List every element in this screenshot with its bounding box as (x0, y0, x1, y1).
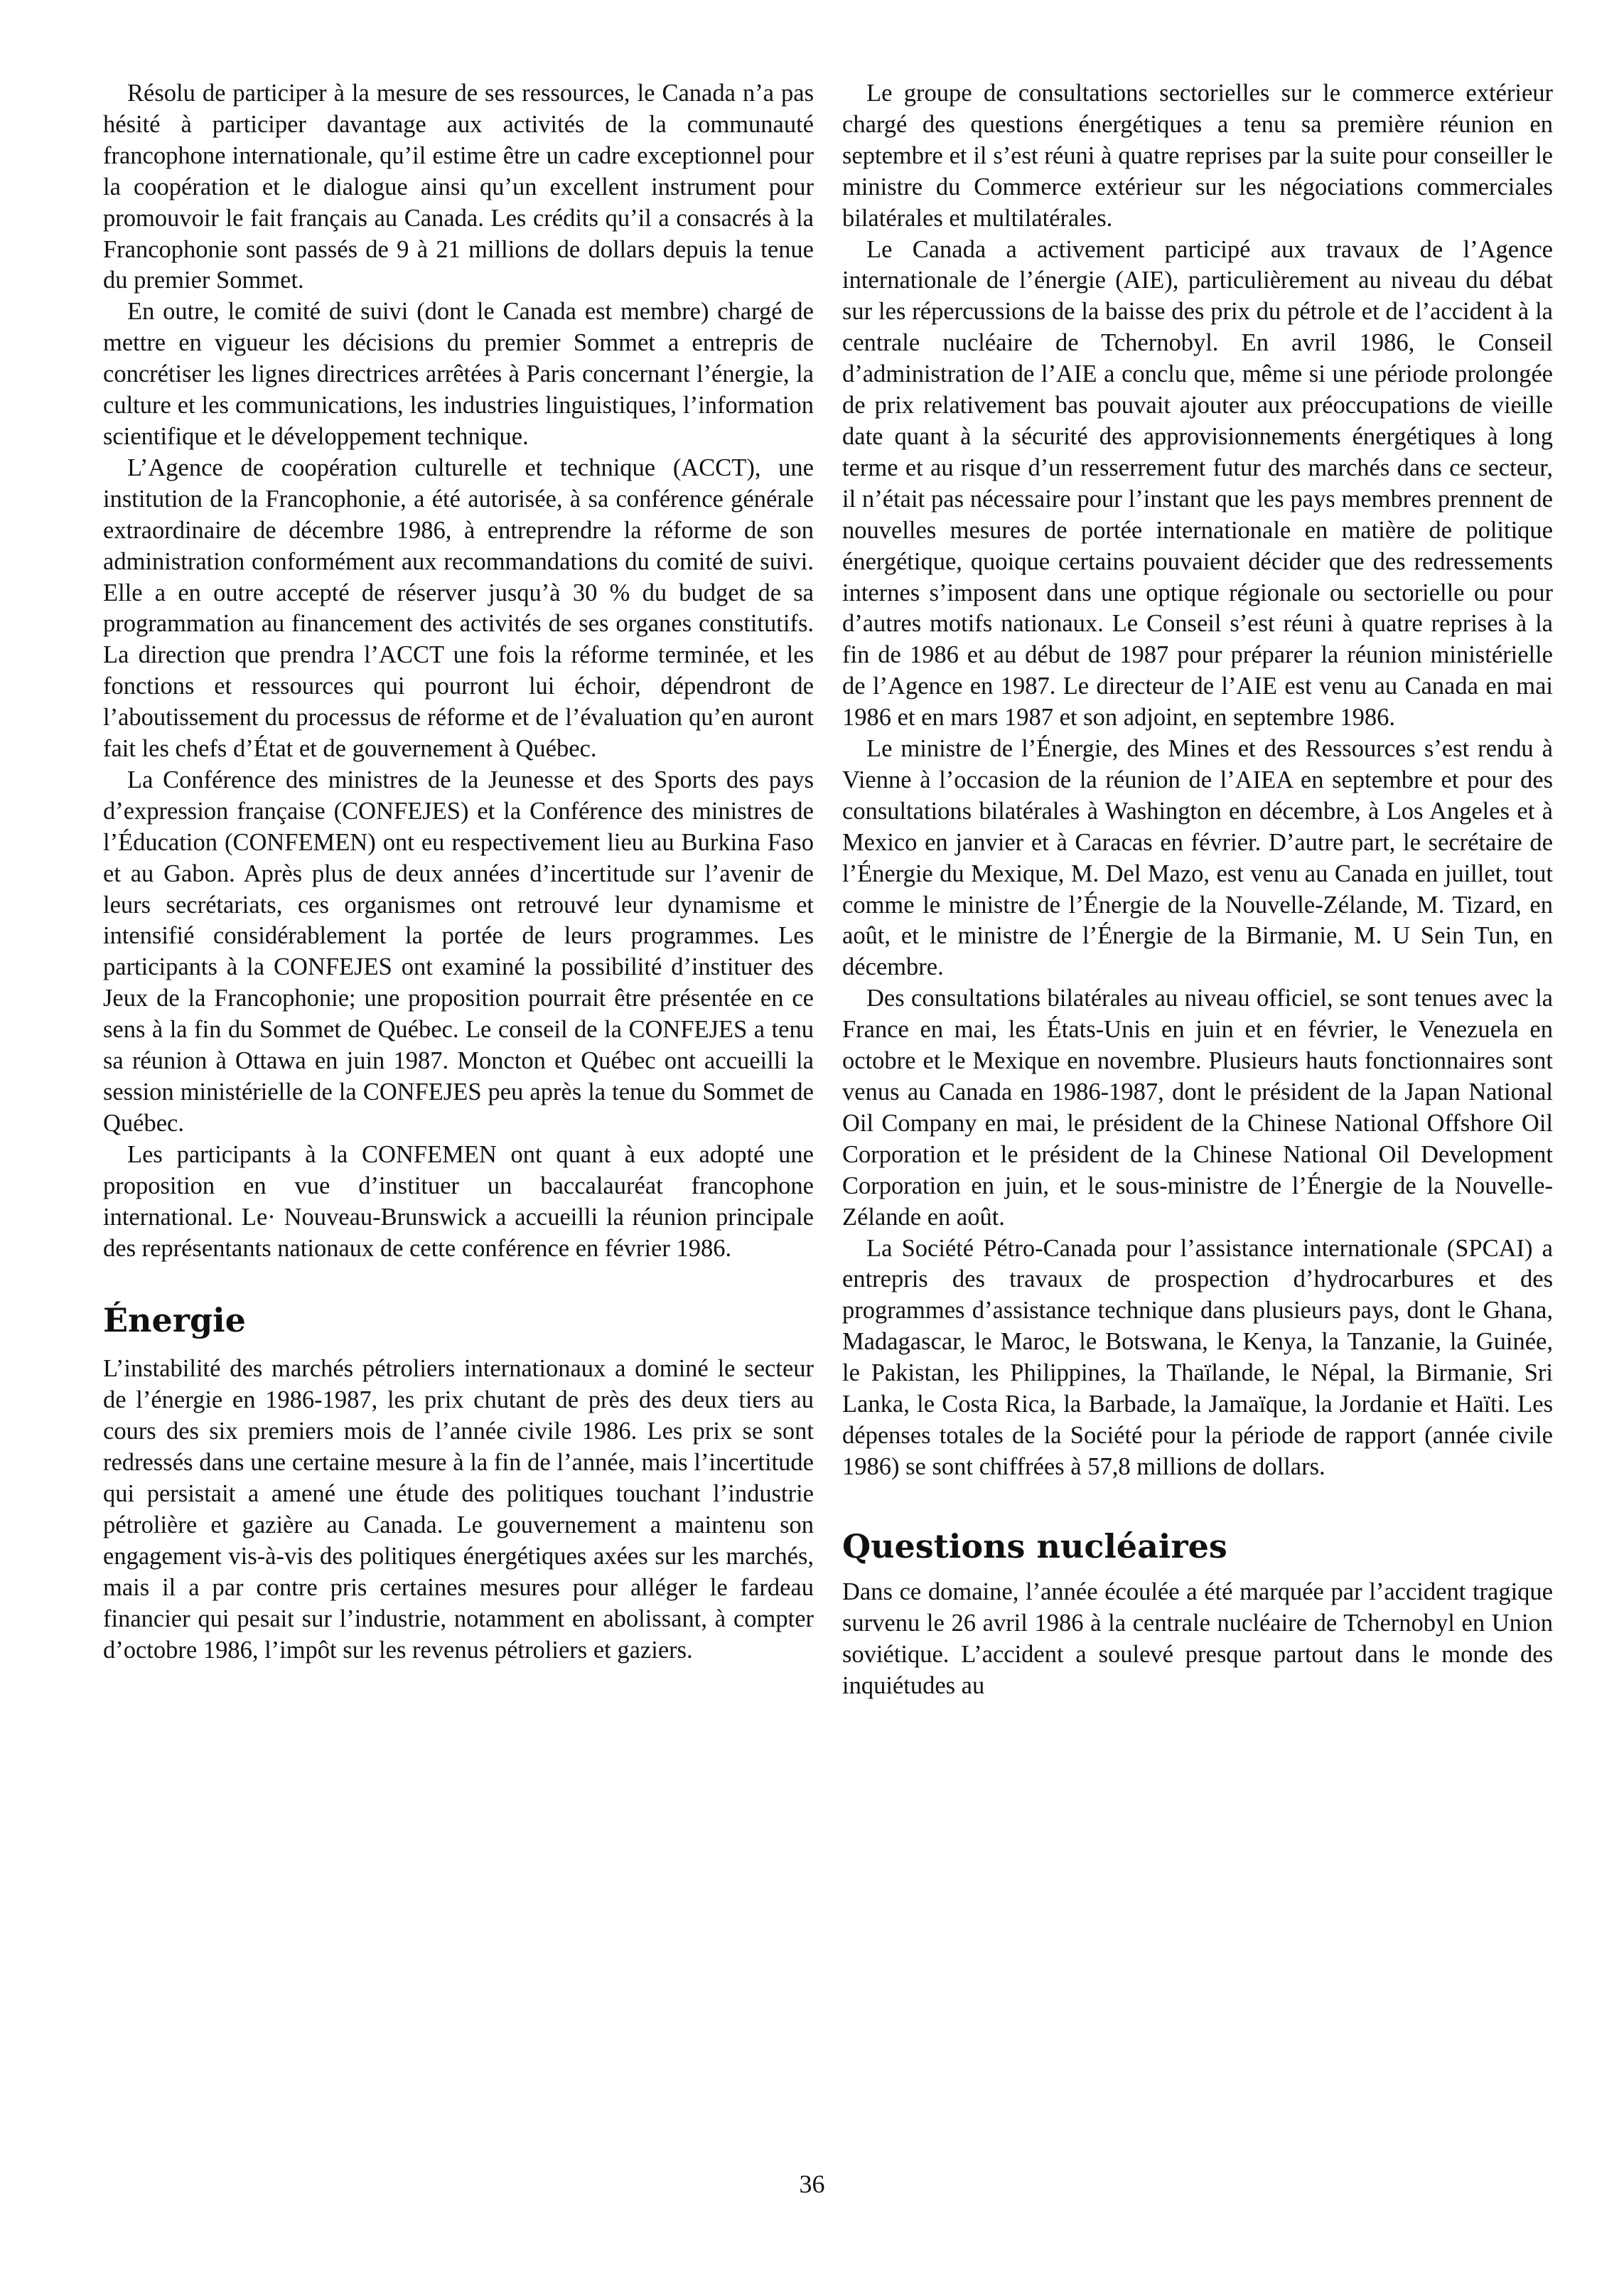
paragraph-consultations-sectorielles: Le groupe de consultations sectorielles sur le commerce extérieur chargé des questions énergétiques a tenu sa première réunion en septembre et il s’est réuni à quatre reprises par la suite pour conseiller le ministre du Commerce extérieur sur les négociations commerciales bilatérales et multilatérales. (842, 80, 1553, 232)
paragraph-aie: Le Canada a activement participé aux travaux de l’Agence internationale de l’énergie (AIE), particulièrement au niveau du débat sur les répercussions de la baisse des prix du pétrole et de l’accident à la centrale nucléaire de Tchernobyl. En avril 1986, le Conseil d’administration de l’AIE a conclu que, même si une période prolongée de prix relativement bas pouvait ajouter aux préoccupations de vieille date quant à la sécurité des approvisionnements énergétiques à long terme et au risque d’un resserrement futur des marchés dans ce secteur, il n’était pas nécessaire pour l’instant que les pays membres prennent de nouvelles mesures de portée internationale en matière de politique énergétique, quoique certains pouvaient décider que des redressements internes s’imposent dans une optique régionale ou sectorielle ou pour d’autres motifs nationaux. Le Conseil s’est réuni à quatre reprises à la fin de 1986 et au début de 1987 pour préparer la réunion ministérielle de l’Agence en 1987. Le directeur de l’AIE est venu au Canada en mai 1986 et en mars 1987 et son adjoint, en septembre 1986. (842, 235, 1553, 732)
paragraph-petro-canada: La Société Pétro-Canada pour l’assistance internationale (SPCAI) a entrepris des travaux de prospection d’hydrocarbures et des programmes d’assistance technique dans plusieurs pays, dont le Ghana, Madagascar, le Maroc, le Botswana, le Kenya, la Tanzanie, la Guinée, le Pakistan, les Philippines, la Thaïlande, le Népal, la Birmanie, Sri Lanka, le Costa Rica, la Barbade, la Jamaïque, la Jordanie et Haïti. Les dépenses totales de la Société pour la période de rapport (année civile 1986) se sont chiffrées à 57,8 millions de dollars. (842, 1234, 1553, 1480)
left-column (103, 78, 814, 1666)
paragraph-nucleaire: Dans ce domaine, l’année écoulée a été marquée par l’accident tragique survenu le 26 avril 1986 à la centrale nucléaire de Tchernobyl en Union soviétique. L’accident a soulevé presque partout dans le monde des inquiétudes au (842, 1578, 1553, 1699)
paragraph-energie: L’instabilité des marchés pétroliers internationaux a dominé le secteur de l’énergie en 1986-1987, les prix chutant de près des deux tiers au cours des six premiers mois de l’année civile 1986. Les prix se sont redressés dans une certaine mesure à la fin de l’année, mais l’incertitude qui persistait a amené une étude des politiques touchant l’industrie pétrolière et gazière au Canada. Le gouvernement a maintenu son engagement vis-à-vis des politiques énergétiques axées sur les marchés, mais il a par contre pris certaines mesures pour alléger le fardeau financier qui pesait sur l’industrie, notamment en abolissant, à compter d’octobre 1986, l’impôt sur les revenus pétroliers et gaziers. (103, 1355, 814, 1664)
right-column (842, 78, 1553, 1701)
paragraph-ministre-energie: Le ministre de l’Énergie, des Mines et des Ressources s’est rendu à Vienne à l’occasion de la réunion de l’AIEA en septembre et pour des consultations bilatérales à Washington en décembre, à Los Angeles et à Mexico en janvier et à Caracas en février. D’autre part, le secrétaire de l’Énergie du Mexique, M. Del Mazo, est venu au Canada en juillet, tout comme le ministre de l’Énergie de la Nouvelle-Zélande, M. Tizard, en août, et le ministre de l’Énergie de la Birmanie, M. U Sein Tun, en décembre. (842, 735, 1553, 981)
paragraph-confejes: La Conférence des ministres de la Jeunesse et des Sports des pays d’expression française (CONFEJES) et la Conférence des ministres de l’Éducation (CONFEMEN) ont eu respectivement lieu au Burkina Faso et au Gabon. Après plus de deux années d’incertitude sur l’avenir de leurs secrétariats, ces organismes ont retrouvé leur dynamisme et intensifié considérablement la portée de leurs programmes. Les participants à la CONFEJES ont examiné la possibilité d’instituer des Jeux de la Francophonie; une proposition pourrait être présentée en ce sens à la fin du Sommet de Québec. Le conseil de la CONFEJES a tenu sa réunion à Ottawa en juin 1987. Moncton et Québec ont accueilli la session ministérielle de la CONFEJES peu après la tenue du Sommet de Québec. (103, 766, 814, 1137)
paragraph-acct: L’Agence de coopération culturelle et technique (ACCT), une institution de la Francophonie, a été autorisée, à sa conférence générale extraordinaire de décembre 1986, à entreprendre la réforme de son administration conformément aux recommandations du comité de suivi. Elle a en outre accepté de réserver jusqu’à 30 % du budget de sa programmation au financement des activités de ses organes constitutifs. La direction que prendra l’ACCT une fois la réforme terminée, et les fonctions et ressources qui pourront lui échoir, dépendront de l’aboutissement du processus de réforme et de l’évaluation qu’en auront fait les chefs d’État et de gouvernement à Québec. (103, 454, 814, 763)
section-heading-questions-nucleaires: Questions nucléaires (842, 1526, 1227, 1565)
paragraph-francophonie-intro: Résolu de participer à la mesure de ses ressources, le Canada n’a pas hésité à participer davantage aux activités de la communauté francophone internationale, qu’il estime être un cadre exceptionnel pour la coopération et le dialogue ainsi qu’un excellent instrument pour promouvoir le fait français au Canada. Les crédits qu’il a consacrés à la Francophonie sont passés de 9 à 21 millions de dollars depuis la tenue du premier Sommet. (103, 80, 814, 294)
paragraph-confemen: Les participants à la CONFEMEN ont quant à eux adopté une proposition en vue d’instituer un baccalauréat francophone international. Le· Nouveau-Brunswick a accueilli la réunion principale des représentants nationaux de cette conférence en février 1986. (103, 1140, 814, 1262)
paragraph-comite-suivi: En outre, le comité de suivi (dont le Canada est membre) chargé de mettre en vigueur les décisions du premier Sommet a entrepris de concrétiser les lignes directrices arrêtées à Paris concernant l’énergie, la culture et les communications, les industries linguistiques, l’information scientifique et le développement technique. (103, 298, 814, 450)
paragraph-consultations-bilaterales: Des consultations bilatérales au niveau officiel, se sont tenues avec la France en mai, les États-Unis en juin et en février, le Venezuela en octobre et le Mexique en novembre. Plusieurs hauts fonctionnaires sont venus au Canada en 1986-1987, dont le président de la Japan National Oil Company en mai, le président de la Chinese National Offshore Oil Corporation et le président de la Chinese National Oil Development Corporation en juin, et le sous-ministre de l’Énergie de la Nouvelle-Zélande en août. (842, 985, 1553, 1231)
page-number: 36 (799, 2170, 825, 2198)
section-heading-energie: Énergie (103, 1301, 246, 1340)
